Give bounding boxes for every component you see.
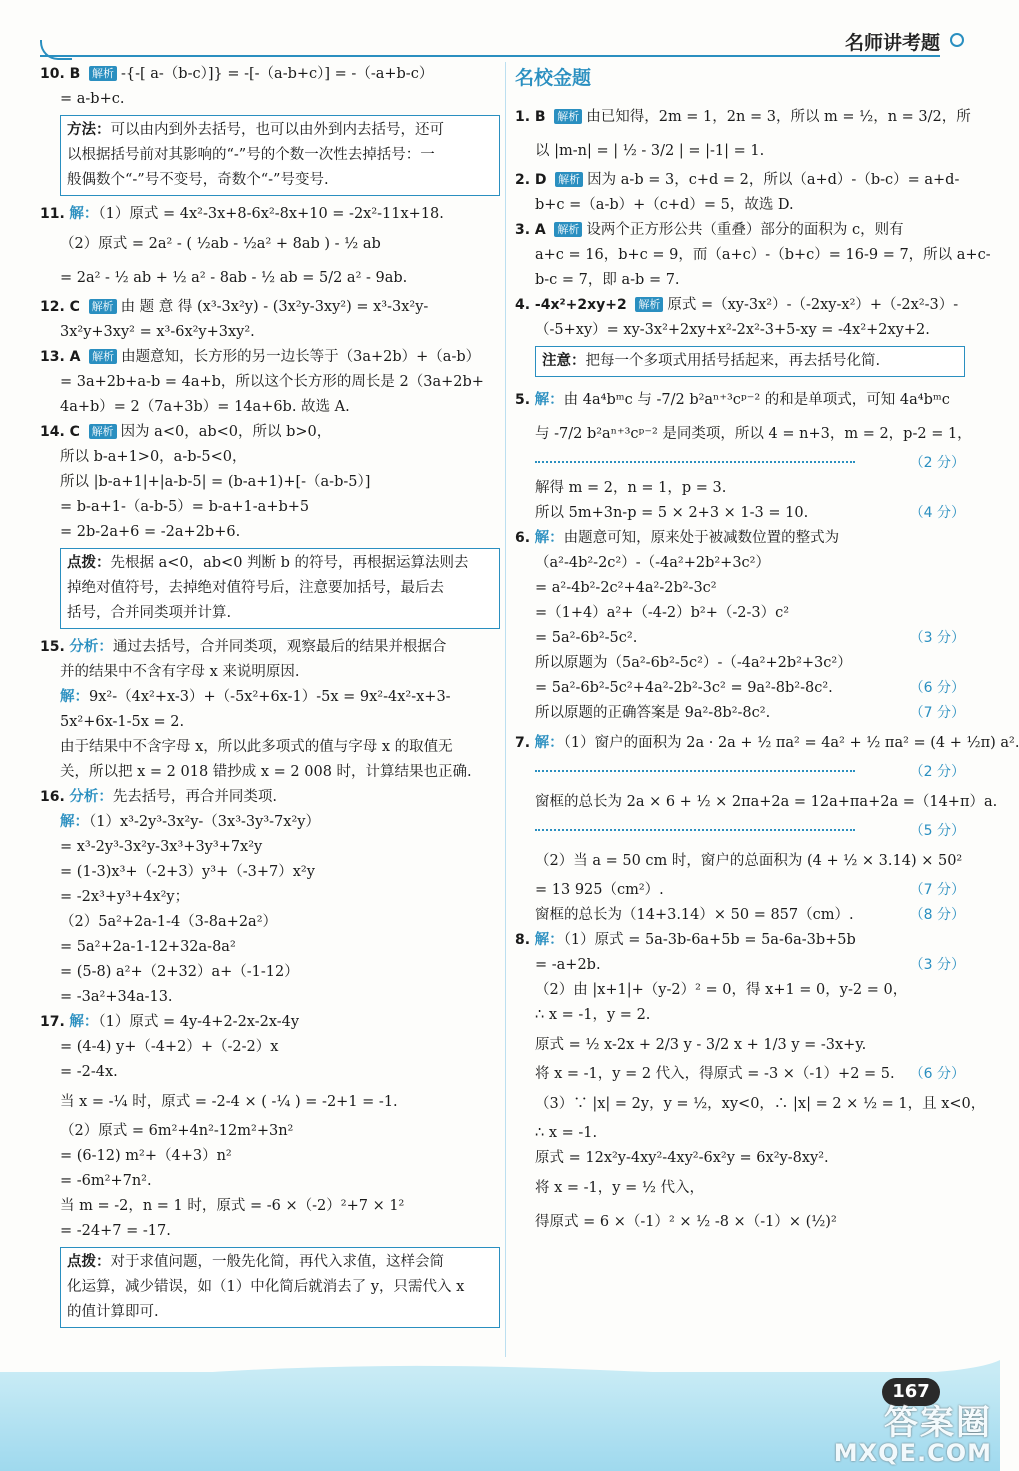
tip-box [60, 1247, 500, 1328]
answer-text: = 13 925（cm²）. [535, 882, 664, 898]
note-line [67, 1250, 493, 1275]
answer-text: ∴ x = -1，y = 2. [535, 1007, 651, 1023]
solution-keyword: 分析： [69, 789, 113, 805]
answer-line [515, 676, 965, 701]
answer-text: = a²-4b²-2c²+4a²-2b²-3c² [535, 580, 717, 596]
analysis-tag: 解析 [554, 222, 582, 237]
answer-line [515, 1171, 965, 1205]
answer-line [40, 345, 500, 370]
answer-text: = 5a²-6b²-5c². [535, 630, 638, 646]
watermark-url: MXQE.COM [833, 1439, 992, 1467]
solution-keyword: 解： [69, 206, 99, 222]
right-column [515, 62, 1019, 1239]
answer-line [40, 420, 500, 445]
note-text: 把每一个多项式用括号括起来，再去括号化简. [585, 353, 881, 369]
note-label: 方法： [67, 122, 111, 138]
answer-text: 由于结果中不含字母 x，所以此多项式的值与字母 x 的取值无 [60, 739, 453, 755]
question-number: 5. [515, 392, 531, 408]
answer-text: = 2b-2a+6 = -2a+2b+6. [60, 524, 241, 540]
answer-text: = 5a²-6b²-5c²+4a²-2b²-3c² = 9a²-8b²-8c². [535, 680, 833, 696]
answer-text: 并的结果中不含有字母 x 来说明原因. [60, 664, 300, 680]
answer-line [515, 978, 965, 1003]
answer-text: = b-a+1-（a-b-5）= b-a+1-a+b+5 [60, 499, 310, 515]
answer-line [40, 885, 500, 910]
answer-line [40, 445, 500, 470]
answer-line [515, 601, 965, 626]
answer-line [515, 1003, 965, 1028]
answer-line [515, 318, 965, 343]
answer-text: 将 x = -1，y = 2 代入，得原式 = -3 ×（-1）+2 = 5. [535, 1066, 895, 1082]
solution-keyword: 解： [534, 392, 564, 408]
answer-text: = a-b+c. [60, 91, 125, 107]
answer-text: 当 m = -2，n = 1 时，原式 = -6 ×（-2）²+7 × 1² [60, 1198, 405, 1214]
answer-line [40, 935, 500, 960]
answer-line [40, 835, 500, 860]
score-points: （7 分） [909, 705, 965, 721]
answer-text: = -2x³+y³+4x²y； [60, 889, 190, 905]
answer-text: b-c = 7，即 a-b = 7. [535, 272, 680, 288]
answer-line [515, 383, 965, 417]
answer-line [40, 202, 500, 227]
analysis-tag: 解析 [89, 299, 117, 314]
answer-line [40, 1144, 500, 1169]
note-line [67, 551, 493, 576]
answer-text: = -3a²+34a-13. [60, 989, 173, 1005]
answer-line [515, 451, 965, 476]
answer-line [40, 370, 500, 395]
score-points: （2 分） [909, 455, 965, 471]
question-number: 4. -4x²+2xy+2 [515, 297, 627, 313]
answer-text: = (5-8) a²+（2+32）a+（-1-12） [60, 964, 299, 980]
score-points: （5 分） [909, 823, 965, 839]
answer-text: b+c =（a-b）+（c+d）= 5，故选 D. [535, 197, 794, 213]
question-number: 10. B [40, 66, 81, 82]
answer-text: （2）原式 = 6m²+4n²-12m²+3n² [60, 1123, 294, 1139]
answer-line [40, 1119, 500, 1144]
answer-line [515, 1205, 965, 1239]
answer-line [40, 985, 500, 1010]
answer-text: 设两个正方形公共（重叠）部分的面积为 c，则有 [586, 222, 904, 238]
watermark-logo-text: 答案圈 [884, 1403, 992, 1443]
note-text: 以根据括号前对其影响的“-”号的个数一次性去掉括号：一 [67, 147, 435, 163]
header-rule [40, 55, 940, 57]
solution-keyword: 解： [534, 530, 564, 546]
answer-text: （1）x³-2y³-3x²y-（3x³-3y³-7x²y） [89, 814, 320, 830]
question-number: 16. [40, 789, 65, 805]
answer-text: 所以 5m+3n-p = 5 × 2+3 × 1-3 = 10. [535, 505, 809, 521]
answer-line [40, 495, 500, 520]
score-points: （4 分） [909, 505, 965, 521]
score-points: （7 分） [909, 882, 965, 898]
answer-text: 将 x = -1，y = ½ 代入， [535, 1180, 705, 1196]
answer-line [40, 1035, 500, 1060]
analysis-tag: 解析 [89, 349, 117, 364]
answer-line [40, 1194, 500, 1219]
answer-line [40, 1219, 500, 1244]
answer-line [515, 501, 965, 526]
answer-line [515, 193, 965, 218]
answer-text: 由 题 意 得 (x³-3x²y) - (3x²y-3xy²) = x³-3x²y- [120, 299, 429, 315]
answer-line [515, 726, 1019, 760]
question-number: 8. [515, 932, 531, 948]
answer-text: 当 x = -¼ 时，原式 = -2-4 × ( -¼ ) = -2+1 = -1. [60, 1094, 398, 1110]
question-number: 2. D [515, 172, 547, 188]
answer-line [515, 701, 965, 726]
analysis-tag: 解析 [89, 424, 117, 439]
column-divider [505, 62, 506, 1357]
answer-line [40, 395, 500, 420]
answer-line [40, 710, 500, 735]
answer-text: （3）∵ |x| = 2y，y = ½，xy<0，∴ |x| = 2 × ½ = 1，且 x<0， [535, 1096, 986, 1112]
solution-keyword: 解： [60, 689, 89, 705]
answer-line [515, 651, 965, 676]
tip-box [60, 548, 500, 629]
answer-text: = -a+2b. [535, 957, 601, 973]
left-column [40, 62, 500, 1334]
answer-line [515, 526, 965, 551]
score-points: （2 分） [909, 764, 965, 780]
answer-text: =（1+4）a²+（-4-2）b²+（-2-3）c² [535, 605, 790, 621]
answer-text: 由已知得，2m = 1，2n = 3，所以 m = ½，n = 3/2，所 [586, 109, 971, 125]
note-text: 的值计算即可. [67, 1304, 159, 1320]
answer-text: 以 |m-n| = | ½ - 3/2 | = |-1| = 1. [535, 143, 765, 159]
question-number: 11. [40, 206, 65, 222]
score-points: （3 分） [909, 630, 965, 646]
answer-text: 3x²y+3xy² = x³-6x²y+3xy². [60, 324, 255, 340]
watermark [833, 1395, 1000, 1471]
answer-line [515, 1121, 965, 1146]
answer-text: 所以 |b-a+1|+|a-b-5| = (b-a+1)+[-（a-b-5）] [60, 474, 371, 490]
answer-line [515, 878, 965, 903]
answer-text: = 5a²+2a-1-12+32a-8a² [60, 939, 236, 955]
answer-text: （1）原式 = 4y-4+2-2x-2x-4y [98, 1014, 300, 1030]
answer-line [40, 261, 500, 295]
answer-text: （2）由 |x+1|+（y-2）² = 0，得 x+1 = 0，y-2 = 0， [535, 982, 908, 998]
answer-line [515, 268, 965, 293]
circle-icon [950, 33, 964, 47]
question-number: 14. C [40, 424, 80, 440]
analysis-tag: 解析 [89, 66, 117, 81]
note-label: 点拨： [67, 555, 111, 571]
answer-line [515, 417, 972, 451]
answer-line [40, 1085, 500, 1119]
answer-text: 与 -7/2 b²aⁿ⁺³cᵖ⁻² 是同类项，所以 4 = n+3，m = 2，p-2 = 1， [535, 426, 972, 442]
question-number: 15. [40, 639, 65, 655]
answer-text: 所以 b-a+1>0，a-b-5<0， [60, 449, 247, 465]
answer-line [40, 785, 500, 810]
question-number: 12. C [40, 299, 80, 315]
question-number: 13. A [40, 349, 81, 365]
answer-line [40, 295, 500, 320]
answer-text: 原式 = 12x²y-4xy²-4xy²-6x²y = 6x²y-8xy². [535, 1150, 829, 1166]
answer-text: 通过去括号，合并同类项，观察最后的结果并根据合 [112, 639, 447, 655]
answer-text: 关，所以把 x = 2 018 错抄成 x = 2 008 时，计算结果也正确. [60, 764, 472, 780]
dotted-leader [535, 461, 855, 463]
answer-line [40, 1060, 500, 1085]
note-label: 点拨： [67, 1254, 111, 1270]
note-text: 对于求值问题，一般先化简，再代入求值，这样会简 [110, 1254, 444, 1270]
series-title: 名师讲考题 [844, 32, 940, 54]
answer-text: = 3a+2b+a-b = 4a+b，所以这个长方形的周长是 2（3a+2b+ [60, 374, 484, 390]
answer-text: = 2a² - ½ ab + ½ a² - 8ab - ½ ab = 5/2 a² - 9ab. [60, 270, 408, 286]
answer-line [515, 953, 965, 978]
answer-text: 4a+b）= 2（7a+3b）= 14a+6b. 故选 A. [60, 399, 350, 415]
answer-line [40, 635, 500, 660]
answer-text: （-5+xy）= xy-3x²+2xy+x²-2x²-3+5-xy = -4x²+2xy+2. [535, 322, 930, 338]
answer-line [40, 660, 500, 685]
note-line [67, 118, 493, 143]
note-text: 括号，合并同类项并计算. [67, 605, 232, 621]
answer-line [515, 243, 991, 268]
answer-text: （a²-4b²-2c²）-（-4a²+2b²+3c²） [535, 555, 770, 571]
score-points: （3 分） [909, 957, 965, 973]
note-label: 注意： [542, 353, 586, 369]
answer-text: 解得 m = 2，n = 1，p = 3. [535, 480, 727, 496]
answer-line [515, 785, 998, 819]
answer-text: （1）窗户的面积为 2a · 2a + ½ πa² = 4a² + ½ πa² = (4 + ½π) a². [563, 735, 1019, 751]
answer-line [515, 218, 965, 243]
answer-line [40, 960, 500, 985]
solution-keyword: 分析： [69, 639, 113, 655]
answer-text: 因为 a-b = 3，c+d = 2，所以（a+d）-（b-c）= a+d- [587, 172, 960, 188]
answer-text: = (6-12) m²+（4+3）n² [60, 1148, 232, 1164]
answer-text: a+c = 16，b+c = 9，而（a+c）-（b+c）= 16-9 = 7，所以 a+c- [535, 247, 991, 263]
answer-line [40, 810, 500, 835]
answer-line [515, 576, 965, 601]
note-text: 化运算，减少错误，如（1）中化简后就消去了 y，只需代入 x [67, 1279, 465, 1295]
answer-text: （2）原式 = 2a² - ( ½ab - ½a² + 8ab ) - ½ ab [60, 236, 381, 252]
answer-text: 原式 = ½ x-2x + 2/3 y - 3/2 x + 1/3 y = -3x+y. [535, 1037, 867, 1053]
score-points: （6 分） [909, 1066, 965, 1082]
header-curve [40, 40, 72, 60]
answer-text: 所以原题为（5a²-6b²-5c²）-（-4a²+2b²+3c²） [535, 655, 852, 671]
answer-line [515, 819, 965, 844]
answer-line [515, 903, 965, 928]
note-text: 先根据 a<0，ab<0 判断 b 的符号，再根据运算法则去 [110, 555, 469, 571]
answer-text: = -2-4x. [60, 1064, 118, 1080]
answer-line [40, 227, 500, 261]
answer-line [515, 134, 965, 168]
analysis-tag: 解析 [554, 109, 582, 124]
answer-text: 由题意可知，原来处于被减数位置的整式为 [563, 530, 840, 546]
answer-text: （2）当 a = 50 cm 时，窗户的总面积为 (4 + ½ × 3.14) × 50² [535, 853, 963, 869]
answer-line [515, 928, 965, 953]
answer-line [515, 168, 965, 193]
answer-line [40, 1169, 500, 1194]
answer-text: 窗框的总长为（14+3.14）× 50 = 857（cm）. [535, 907, 854, 923]
answer-text: （1）原式 = 4x²-3x+8-6x²-8x+10 = -2x²-11x+18. [98, 206, 444, 222]
answer-line [40, 1010, 500, 1035]
answer-text: 9x²-（4x²+x-3）+（-5x²+6x-1）-5x = 9x²-4x²-x+3- [89, 689, 451, 705]
answer-line [515, 1146, 965, 1171]
dotted-leader [535, 829, 855, 831]
page-number: 167 [882, 1378, 940, 1406]
dotted-leader [535, 770, 855, 772]
answer-text: = (1-3)x³+（-2+3）y³+（-3+7）x²y [60, 864, 315, 880]
solution-keyword: 解： [60, 814, 89, 830]
question-number: 17. [40, 1014, 65, 1030]
answer-line [40, 685, 500, 710]
answer-line [40, 760, 500, 785]
answer-text: 先去括号，再合并同类项. [112, 789, 278, 805]
answer-line [40, 735, 500, 760]
question-number: 7. [515, 735, 531, 751]
score-points: （8 分） [909, 907, 965, 923]
answer-text: -{-[ a-（b-c）]} = -[-（a-b+c）] = -（-a+b-c） [120, 66, 434, 82]
answer-text: = (4-4) y+（-4+2）+（-2-2）x [60, 1039, 279, 1055]
answer-text: = x³-2y³-3x²y-3x³+3y³+7x²y [60, 839, 263, 855]
note-text: 掉绝对值符号，去掉绝对值符号后，注意要加括号，最后去 [67, 580, 444, 596]
solution-keyword: 解： [69, 1014, 99, 1030]
analysis-tag: 解析 [555, 172, 583, 187]
answer-text: 所以原题的正确答案是 9a²-8b²-8c². [535, 705, 771, 721]
answer-text: 5x²+6x-1-5x = 2. [60, 714, 185, 730]
analysis-tag: 解析 [635, 297, 663, 312]
answer-line [515, 551, 965, 576]
answer-line [515, 100, 971, 134]
answer-text: 得原式 = 6 ×（-1）² × ½ -8 ×（-1）× (½)² [535, 1214, 837, 1230]
answer-line [40, 320, 500, 345]
answer-text: 因为 a<0，ab<0，所以 b>0， [120, 424, 332, 440]
answer-line [515, 844, 965, 878]
answer-line [40, 62, 500, 87]
question-number: 6. [515, 530, 531, 546]
question-number: 1. B [515, 109, 546, 125]
note-text: 般偶数个“-”号不变号，奇数个“-”号变号. [67, 172, 329, 188]
answer-line [515, 626, 965, 651]
answer-line [515, 760, 965, 785]
answer-line [40, 470, 500, 495]
question-number: 3. A [515, 222, 546, 238]
answer-text: 由题意知，长方形的另一边长等于（3a+2b）+（a-b） [121, 349, 481, 365]
answer-text: 窗框的总长为 2a × 6 + ½ × 2πa+2a = 12a+πa+2a =（14+π）a. [535, 794, 998, 810]
answer-line [515, 293, 965, 318]
section-title: 名校金题 [515, 67, 592, 89]
answer-line [515, 1062, 965, 1087]
answer-text: ∴ x = -1. [535, 1125, 598, 1141]
solution-keyword: 解： [534, 932, 564, 948]
solution-keyword: 解： [534, 735, 564, 751]
answer-text: 由 4a⁴bᵐc 与 -7/2 b²aⁿ⁺³cᵖ⁻² 的和是单项式，可知 4a⁴bᵐc [563, 392, 950, 408]
answer-text: （2）5a²+2a-1-4（3-8a+2a²） [60, 914, 278, 930]
score-points: （6 分） [909, 680, 965, 696]
answer-line [40, 520, 500, 545]
answer-text: 原式 =（xy-3x²）-（-2xy-x²）+（-2x²-3）- [667, 297, 959, 313]
answer-line [40, 910, 500, 935]
answer-text: = -24+7 = -17. [60, 1223, 171, 1239]
note-line [542, 349, 958, 374]
answer-line [515, 1087, 986, 1121]
answer-line [515, 1028, 965, 1062]
tip-box [60, 115, 500, 196]
note-text: 可以由内到外去括号，也可以由外到内去括号，还可 [110, 122, 444, 138]
answer-line [40, 87, 500, 112]
answer-text: = -6m²+7n². [60, 1173, 152, 1189]
answer-line [515, 476, 965, 501]
answer-line [40, 860, 500, 885]
answer-text: （1）原式 = 5a-3b-6a+5b = 5a-6a-3b+5b [563, 932, 856, 948]
tip-box [535, 346, 965, 377]
